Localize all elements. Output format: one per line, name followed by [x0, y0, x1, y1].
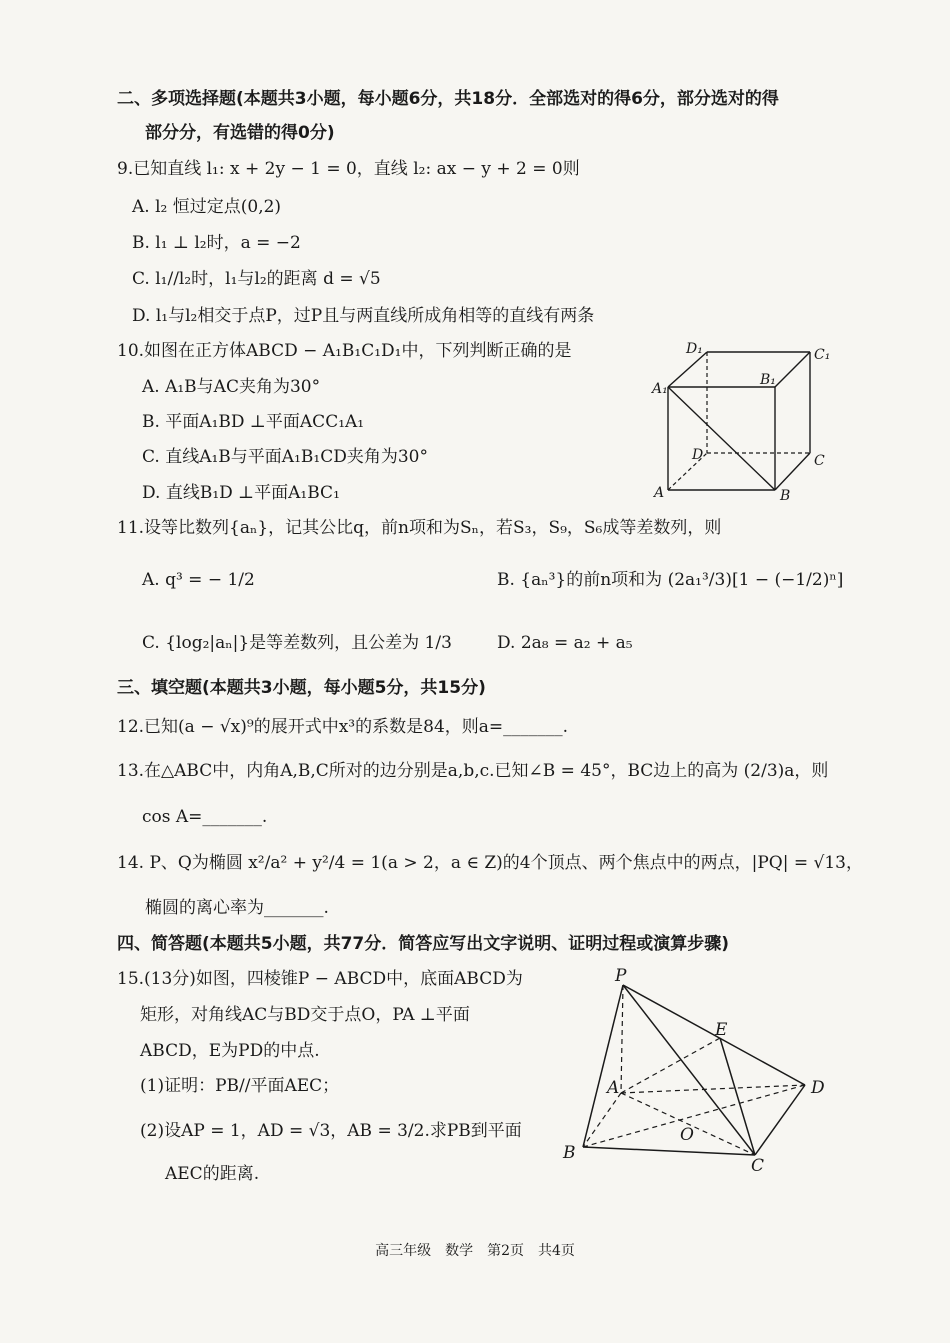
label-a: A	[607, 1078, 620, 1098]
q15-line-1: 15.(13分)如图，四棱锥P − ABCD中，底面ABCD为	[117, 969, 523, 989]
label-p: P	[615, 966, 627, 986]
pyramid-figure	[555, 965, 845, 1180]
label-e: E	[715, 1020, 728, 1040]
q15-line-2: 矩形，对角线AC与BD交于点O，PA ⊥平面	[140, 1005, 470, 1025]
q9-option-a: A. l₂ 恒过定点(0,2)	[132, 197, 282, 217]
label-d1: D₁	[686, 341, 703, 357]
q10-option-a: A. A₁B与AC夹角为30°	[142, 377, 321, 397]
q14-line-1: 14. P、Q为椭圆 x²/a² + y²/4 = 1(a > 2，a ∈ Z)的4个顶点、两个焦点中的两点，|PQ| = √13，	[117, 853, 863, 873]
label-b: B	[780, 488, 791, 504]
q11-stem: 11.设等比数列{aₙ}，记其公比q，前n项和为Sₙ，若S₃，S₉，S₆成等差数列，则	[117, 518, 722, 538]
q10-option-d: D. 直线B₁D ⊥平面A₁BC₁	[142, 483, 340, 503]
label-a: A	[654, 485, 665, 501]
section-3-heading: 三、填空题(本题共3小题，每小题5分，共15分)	[117, 678, 486, 698]
q15-line-3: ABCD，E为PD的中点.	[140, 1041, 320, 1061]
label-b: B	[563, 1143, 576, 1163]
section-2-heading: 二、多项选择题(本题共3小题，每小题6分，共18分．全部选对的得6分，部分选对的得	[117, 89, 779, 109]
label-d: D	[692, 447, 704, 463]
section-2-heading-cont: 部分分，有选错的得0分)	[145, 123, 335, 143]
q15-part-2: (2)设AP = 1，AD = √3，AB = 3/2.求PB到平面	[140, 1121, 522, 1141]
q11-option-b: B. {aₙ³}的前n项和为 (2a₁³/3)[1 − (−1/2)ⁿ]	[497, 570, 844, 590]
q9-option-c: C. l₁//l₂时，l₁与l₂的距离 d = √5	[132, 269, 381, 289]
q11-option-a: A. q³ = − 1/2	[142, 570, 255, 590]
q11-option-d: D. 2a₈ = a₂ + a₅	[497, 633, 633, 653]
label-b1: B₁	[760, 372, 776, 388]
q9-stem: 9.已知直线 l₁: x + 2y − 1 = 0，直线 l₂: ax − y + 2 = 0则	[117, 159, 580, 179]
q13-line-1: 13.在△ABC中，内角A,B,C所对的边分别是a,b,c.已知∠B = 45°，BC边上的高为 (2/3)a，则	[117, 761, 829, 781]
q9-option-b: B. l₁ ⊥ l₂时，a = −2	[132, 233, 301, 253]
q15-part-3: AEC的距离.	[165, 1164, 260, 1184]
q15-part-1: (1)证明：PB//平面AEC；	[140, 1076, 340, 1096]
page-footer: 高三年级 数学 第2页 共4页	[375, 1243, 575, 1259]
section-4-heading: 四、简答题(本题共5小题，共77分．简答应写出文字说明、证明过程或演算步骤)	[117, 934, 730, 954]
label-c1: C₁	[814, 347, 831, 363]
q12-stem: 12.已知(a − √x)⁹的展开式中x³的系数是84，则a=_______.	[117, 717, 569, 737]
q13-line-2: cos A=_______.	[142, 807, 268, 827]
q10-option-b: B. 平面A₁BD ⊥平面ACC₁A₁	[142, 412, 365, 432]
label-c: C	[751, 1156, 765, 1176]
q14-line-2: 椭圆的离心率为_______.	[145, 898, 329, 918]
label-o: O	[680, 1125, 694, 1145]
q9-option-d: D. l₁与l₂相交于点P，过P且与两直线所成角相等的直线有两条	[132, 306, 595, 326]
label-a1: A₁	[652, 381, 668, 397]
q10-option-c: C. 直线A₁B与平面A₁B₁CD夹角为30°	[142, 447, 428, 467]
q11-option-c: C. {log₂|aₙ|}是等差数列，且公差为 1/3	[142, 633, 452, 653]
label-c: C	[814, 453, 825, 469]
cube-figure	[640, 335, 840, 505]
label-d: D	[811, 1078, 825, 1098]
q10-stem: 10.如图在正方体ABCD − A₁B₁C₁D₁中，下列判断正确的是	[117, 341, 572, 361]
